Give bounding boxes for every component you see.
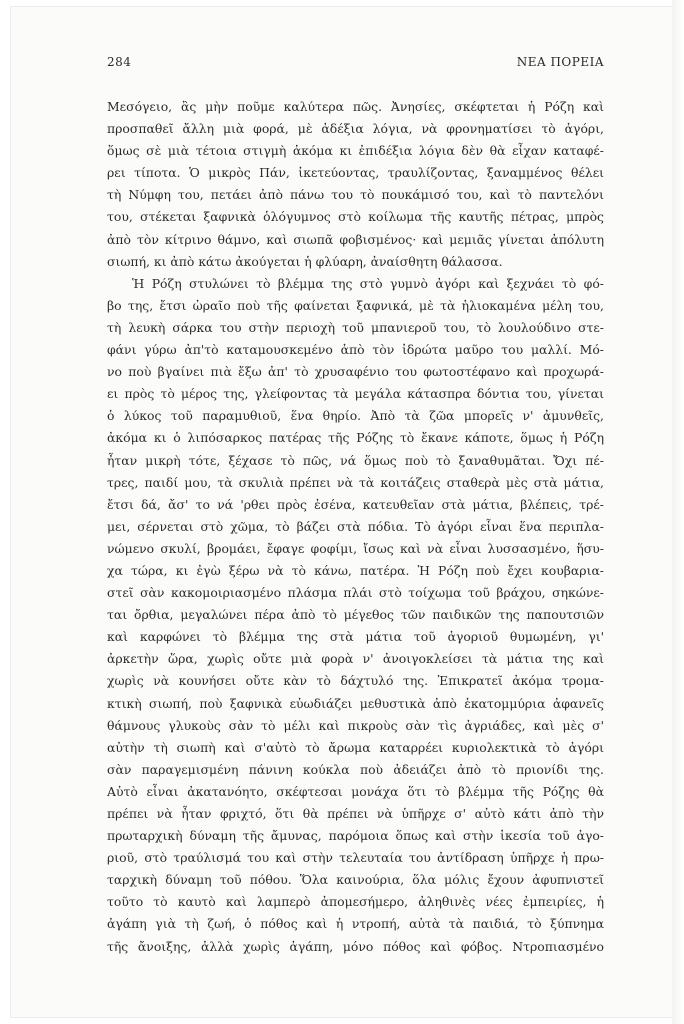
text-line: τῆς ἄνοιξης, ἀλλὰ χωρὶς ἀγάπη, μόνο πόθος καὶ φόβος. Ντροπιασμένο (107, 938, 604, 954)
text-line: ταρχικὴ δύναμη τοῦ πόθου. Ὅλα καινούρια, ὅλα μόλις ἔχουν ἀφυπνιστεῖ (107, 872, 604, 888)
text-line: αὐτὴν τὴ σιωπὴ καὶ σ'αὐτὸ τὸ ἄρωμα καταρρέει κυριολεκτικὰ τὸ ἀγόρι (107, 739, 604, 755)
text-line: ριοῦ, στὸ τραύλισμά του καὶ στὴν τελευταία του ἀντίδραση ὑπῆρχε ἡ πρω- (107, 850, 604, 866)
text-line: προσπαθεῖ ἄλλη μιὰ φορά, μὲ ἀδέξια λόγια, νὰ φρονηματίσει τὸ ἀγόρι, (107, 121, 604, 137)
text-line: σιωπή, κι ἀπὸ κάτω ἀκούγεται ἡ φλύαρη, ἀναίσθητη θάλασσα. (107, 253, 503, 269)
text-line: ρει τίποτα. Ὁ μικρὸς Πάν, ἱκετεύοντας, τραυλίζοντας, ξαναμμένος θέλει (107, 165, 604, 181)
text-line: βο της, ἔτσι ὡραῖο ποὺ τῆς φαίνεται ξαφνικά, μὲ τὰ ἡλιοκαμένα μέλη του, (107, 297, 604, 313)
text-line: σὰν παραγεμισμένη πάνινη κούκλα ποὺ ἀδειάζει ἀπὸ τὸ πριονίδι της. (107, 761, 604, 777)
text-line: ἔτσι δά, ἄσ' το νά 'ρθει πρὸς ἐσένα, κατευθεῖαν στὰ μάτια, βλέπεις, τρέ- (107, 496, 604, 512)
text-line: ὁ λύκος τοῦ παραμυθιοῦ, ἕνα θηρίο. Ἀπὸ τὰ ζῶα μπορεῖς ν' ἀμυνθεῖς, (107, 408, 604, 424)
text-line: καὶ καρφώνει τὸ βλέμμα της στὰ μάτια τοῦ ἀγοριοῦ θυμωμένη, γι' (107, 629, 604, 645)
text-line: φάνι γύρω ἀπ'τὸ καταμουσκεμένο ἀπὸ τὸν ἱδρώτα μαῦρο του μαλλί. Μό- (107, 342, 604, 358)
text-line: χα τώρα, κι ἐγὼ ξέρω νὰ τὸ κάνω, πατέρα. Ἡ Ρόζη ποὺ ἔχει κουβαρια- (107, 562, 604, 578)
text-line: κτικὴ σιωπή, ποὺ ξαφνικὰ εὐωδιάζει μεθυστικὰ ἀπὸ ἑκατομμύρια ἀφανεῖς (107, 695, 604, 711)
text-line: τὴ λευκὴ σάρκα του στὴν περιοχὴ τοῦ μπανιεροῦ του, τὸ λουλούδινο στε- (107, 319, 604, 335)
text-line: χωρὶς νὰ κουνήσει οὔτε κὰν τὸ δάχτυλό της. Ἐπικρατεῖ ἀκόμα τρομα- (107, 673, 604, 689)
text-line: ἀπὸ τὸν κίτρινο θάμνο, καὶ σιωπᾶ φοβισμένος· καὶ μεμιᾶς γίνεται ἀπόλυτη (107, 231, 604, 247)
text-line: ὅμως σὲ μιὰ τέτοια στιγμὴ ἀκόμα κι ἐπιδέξια λόγια δὲν θὰ εἶχαν καταφέ- (107, 143, 604, 159)
text-line: στεῖ σὰν κακομοιριασμένο πλάσμα πλάι στὸ τοίχωμα τοῦ βράχου, σηκώνε- (107, 585, 604, 601)
text-line: τρες, παιδί μου, τὰ σκυλιὰ πρέπει νὰ τὰ κοιτάζεις σταθερὰ μὲς στὰ μάτια, (107, 474, 604, 490)
running-title: ΝΕΑ ΠΟΡΕΙΑ (516, 55, 604, 69)
text-line: πρέπει νὰ ἦταν φριχτό, ὅτι θὰ πρέπει νὰ ὑπῆρχε σ' αὐτὸ κάτι ἀπὸ τὴν (107, 806, 604, 821)
page-edge-shadow (672, 0, 684, 1024)
text-line: Ἡ Ρόζη στυλώνει τὸ βλέμμα της στὸ γυμνὸ ἀγόρι καὶ ξεχνάει τὸ φό- (132, 275, 604, 291)
text-line: ει πρὸς τὸ μέρος της, γλείφοντας τὰ μεγάλα κάτασπρα δόντια του, γίνεται (107, 386, 604, 402)
text-line: πρωταρχικὴ δύναμη τῆς ἄμυνας, παρόμοια ὅπως καὶ στὴν ἱκεσία τοῦ ἀγο- (107, 828, 604, 844)
text-line: ἀγάπη γιὰ τὴ ζωή, ὁ πόθος καὶ ἡ ντροπή, αὐτὰ τὰ παιδιά, τὸ ξύπνημα (107, 916, 604, 932)
text-line: ἀρκετὴν ὥρα, χωρὶς οὔτε μιὰ φορὰ ν' ἀνοιγοκλείσει τὰ μάτια της καὶ (107, 651, 604, 667)
text-line: μει, σέρνεται στὸ χῶμα, τὸ βάζει στὰ πόδια. Τὸ ἀγόρι εἶναι ἕνα περιπλα- (107, 518, 604, 534)
text-line: ται ὄρθια, μεγαλώνει πέρα ἀπὸ τὸ μέγεθος τῶν παιδικῶν της παπουτσιῶν (107, 607, 604, 623)
text-line: Μεσόγειο, ἂς μὴν ποῦμε καλύτερα πῶς. Ἀνησίες, σκέφτεται ἡ Ρόζη καὶ (107, 99, 604, 114)
body-text (107, 96, 604, 958)
text-line: ἦταν μικρὴ τότε, ξέχασε τὸ πῶς, νά ὅμως ποὺ τὸ ξαναθυμᾶται. Ὄχι πέ- (107, 452, 604, 468)
text-line: νο ποὺ βγαίνει πιὰ ἔξω ἀπ' τὸ χρυσαφένιο του φωτοστέφανο καὶ προχωρά- (107, 364, 604, 380)
text-line: θάμνους γλυκοὺς σὰν τὸ μέλι καὶ πικροὺς σὰν τὶς ἀγριάδες, καὶ μὲς σ' (107, 717, 604, 733)
text-line: τοῦτο τὸ καυτὸ καὶ λαμπερὸ ἀπομεσήμερο, ἀληθινὲς νέες ἐμπειρίες, ἡ (107, 894, 604, 910)
page-number: 284 (107, 55, 132, 69)
text-line: ἀκόμα κι ὁ λιπόσαρκος πατέρας τῆς Ρόζης τὸ ἔκανε κάποτε, ὅμως ἡ Ρόζη (107, 430, 604, 446)
text-line: του, στέκεται ξαφνικὰ ὁλόγυμνος στὸ κοίλωμα τῆς καυτῆς πέτρας, μπρὸς (107, 209, 604, 225)
text-line: νώμενο σκυλί, βρομάει, ἔφαγε φοφίμι, ἴσως καὶ νὰ εἶναι λυσσασμένο, ἥσυ- (107, 540, 604, 556)
text-line: τὴ Νύμφη του, πετάει ἀπὸ πάνω του τὸ πουκάμισό του, καὶ τὸ παντελόνι (107, 187, 604, 203)
text-line: Αὐτὸ εἶναι ἀκατανόητο, σκέφτεσαι μονάχα ὅτι τὸ βλέμμα τῆς Ρόζης θὰ (107, 783, 604, 799)
